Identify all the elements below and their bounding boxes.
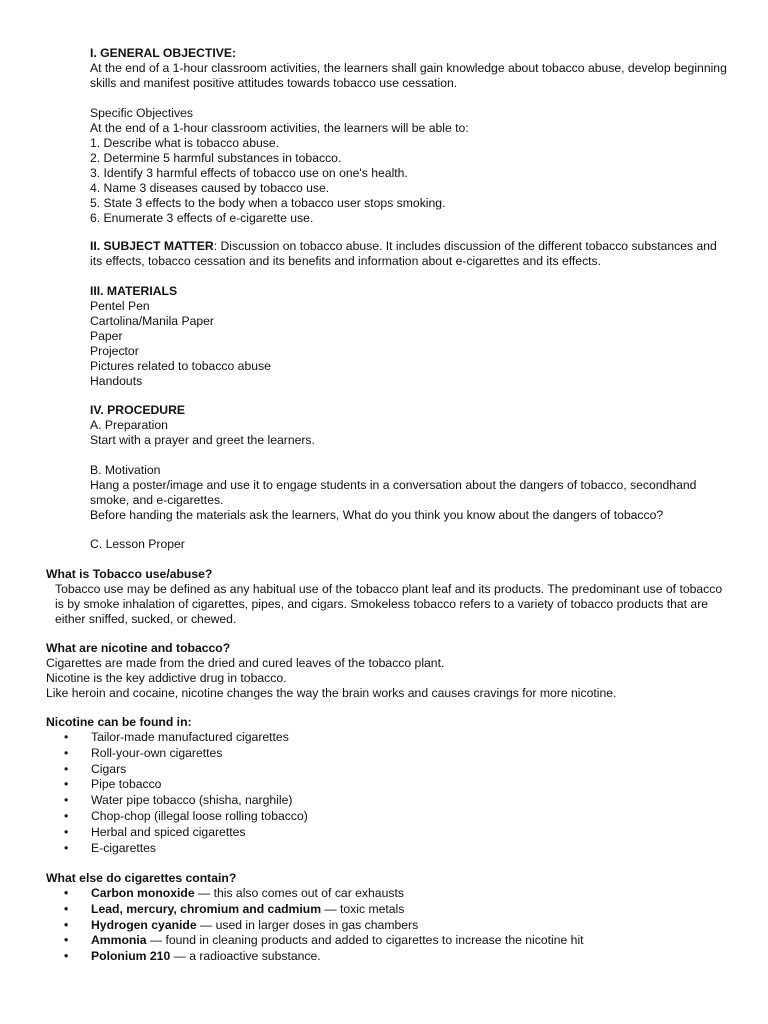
preparation-text: Start with a prayer and greet the learners.	[90, 433, 315, 447]
materials-section	[90, 284, 728, 389]
procedure-heading: IV. PROCEDURE	[90, 403, 186, 417]
substance-term: Carbon monoxide	[91, 886, 195, 900]
bullet-icon: •	[64, 730, 69, 744]
list-item	[46, 902, 728, 918]
nicotine-tobacco-line: Like heroin and cocaine, nicotine changes the way the brain works and causes cravings for more nicotine.	[46, 686, 617, 700]
material-item: Paper	[90, 329, 123, 343]
substance-desc: — toxic metals	[321, 901, 405, 916]
list-item: • Tailor-made manufactured cigarettes	[64, 730, 289, 744]
objective-item: 6. Enumerate 3 effects of e-cigarette use.	[90, 211, 314, 225]
substance-desc: — a radioactive substance.	[170, 949, 321, 964]
bullet-icon: •	[64, 949, 69, 964]
bullet-icon: •	[64, 886, 69, 900]
motivation-section	[90, 463, 728, 523]
objective-item: 4. Name 3 diseases caused by tobacco use.	[90, 181, 330, 195]
nicotine-tobacco-line: Nicotine is the key addictive drug in tobacco.	[46, 671, 287, 685]
tobacco-use-text: Tobacco use may be defined as any habitual use of the tobacco plant leaf and its products. The predominant use of tobacco is by smoke inhalation of cigarettes, pipes, and cigars. Smokeless tobacco refers to a variety of tobacco products that are either sniffed, sucked, or chewed.	[55, 582, 723, 626]
specific-objectives-intro: At the end of a 1-hour classroom activities, the learners will be able to:	[90, 121, 469, 135]
list-item	[46, 886, 728, 902]
substance-term: Polonium 210	[91, 949, 171, 964]
substance-desc: — used in larger doses in gas chambers	[196, 917, 419, 932]
substance-term: Lead, mercury, chromium and cadmium	[91, 901, 322, 916]
bullet-icon: •	[64, 777, 69, 792]
bullet-icon: •	[64, 917, 69, 932]
tobacco-use-heading: What is Tobacco use/abuse?	[46, 567, 213, 581]
cigarettes-contain-heading: What else do cigarettes contain?	[46, 871, 237, 885]
material-item: Pictures related to tobacco abuse	[90, 359, 271, 373]
list-item: • Cigars	[64, 761, 127, 776]
material-item: Handouts	[90, 374, 143, 388]
lesson-proper-title: C. Lesson Proper	[90, 537, 185, 551]
substance-desc: — found in cleaning products and added to cigarettes to increase the nicotine hit	[146, 933, 584, 948]
objective-item: 3. Identify 3 harmful effects of tobacco use on one's health.	[90, 166, 408, 180]
bullet-icon: •	[64, 824, 69, 839]
nicotine-tobacco-section	[46, 641, 728, 701]
specific-objectives-heading: Specific Objectives	[90, 106, 193, 120]
general-objective-section	[90, 46, 728, 91]
tobacco-use-section	[46, 567, 728, 627]
list-item	[46, 933, 728, 949]
material-item: Projector	[90, 344, 139, 358]
nicotine-tobacco-line: Cigarettes are made from the dried and cured leaves of the tobacco plant.	[46, 656, 445, 670]
procedure-section	[90, 403, 728, 448]
list-item	[46, 918, 728, 934]
objective-item: 5. State 3 effects to the body when a tobacco user stops smoking.	[90, 196, 446, 210]
material-item: Cartolina/Manila Paper	[90, 314, 214, 328]
list-item	[46, 949, 728, 965]
bullet-icon: •	[64, 840, 69, 855]
list-item: • Chop-chop (illegal loose rolling tobacco)	[64, 808, 308, 823]
subject-matter-heading: II. SUBJECT MATTER	[90, 239, 214, 253]
bullet-icon: •	[64, 745, 69, 760]
motivation-question: Before handing the materials ask the learners, What do you think you know about the dangers of tobacco?	[90, 508, 664, 522]
objective-item: 2. Determine 5 harmful substances in tobacco.	[90, 151, 342, 165]
specific-objectives-section	[90, 106, 728, 226]
bullet-icon: •	[64, 933, 69, 948]
list-item: • Pipe tobacco	[64, 777, 162, 792]
substance-desc: — this also comes out of car exhausts	[194, 886, 404, 900]
list-item: • E-cigarettes	[64, 840, 157, 855]
preparation-title: A. Preparation	[90, 418, 168, 432]
substance-term: Hydrogen cyanide	[91, 917, 197, 932]
substance-term: Ammonia	[91, 933, 147, 948]
material-item: Pentel Pen	[90, 299, 150, 313]
materials-heading: III. MATERIALS	[90, 284, 178, 298]
nicotine-found-heading: Nicotine can be found in:	[46, 715, 192, 729]
general-objective-heading: I. GENERAL OBJECTIVE:	[90, 46, 237, 60]
motivation-text: Hang a poster/image and use it to engage students in a conversation about the dangers of tobacco, secondhand smoke, and e-cigarettes.	[90, 478, 697, 507]
nicotine-found-list	[46, 730, 728, 856]
bullet-icon: •	[64, 901, 69, 916]
bullet-icon: •	[64, 793, 69, 808]
cigarettes-contain-list	[46, 886, 728, 965]
motivation-title: B. Motivation	[90, 463, 161, 477]
nicotine-found-section	[46, 715, 728, 856]
lesson-proper-section	[90, 537, 728, 552]
list-item: • Water pipe tobacco (shisha, narghile)	[64, 793, 293, 808]
list-item: • Roll-your-own cigarettes	[64, 745, 223, 760]
bullet-icon: •	[64, 761, 69, 776]
list-item: • Herbal and spiced cigarettes	[64, 824, 246, 839]
subject-matter-section	[90, 239, 728, 269]
cigarettes-contain-section	[46, 871, 728, 965]
subject-matter-text: : Discussion on tobacco abuse. It includes discussion of the different tobacco substances and its effects, tobacco cessation and its benefits and information about e-cigarettes and its effects.	[90, 239, 717, 268]
bullet-icon: •	[64, 808, 69, 823]
objective-item: 1. Describe what is tobacco abuse.	[90, 136, 280, 150]
general-objective-text: At the end of a 1-hour classroom activities, the learners shall gain knowledge about tobacco abuse, develop beginning skills and manifest positive attitudes towards tobacco use cessation.	[90, 61, 727, 90]
nicotine-tobacco-heading: What are nicotine and tobacco?	[46, 641, 231, 655]
